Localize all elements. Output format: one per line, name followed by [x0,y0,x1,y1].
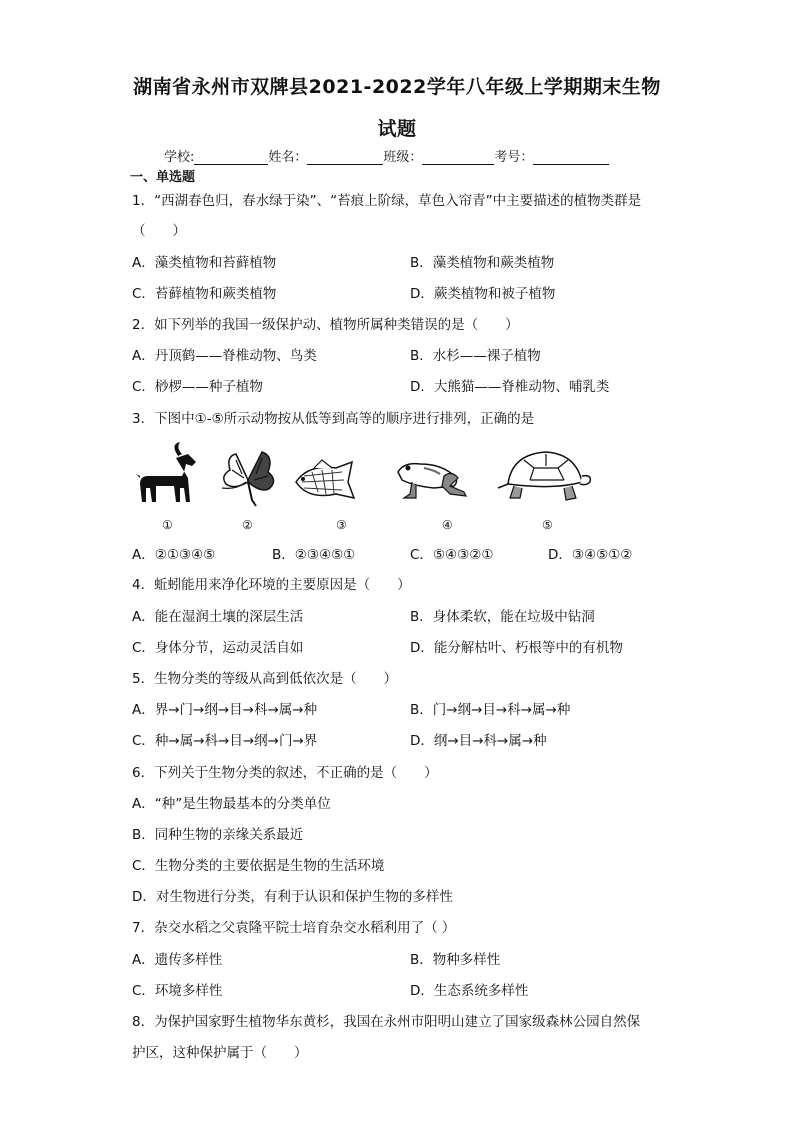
fish-figure [292,458,366,506]
q4-option-c: C．身体分节，运动灵活自如 [132,640,304,656]
q2-option-c: C．桫椤——种子植物 [132,379,263,395]
page-title-line2: 试题 [377,118,417,140]
student-info-line [164,146,609,165]
q1-option-c: C．苔藓植物和蕨类植物 [132,286,277,302]
q3-option-c: C．⑤④③②① [410,547,494,563]
q1-option-a: A．藻类植物和苔藓植物 [132,255,277,271]
q7-option-a: A．遗传多样性 [132,952,223,968]
question-1-text: 1．“西湖春色归，春水绿于染”、“苔痕上阶绿，草色入帘青”中主要描述的植物类群是 [132,193,642,209]
q5-option-d: D．纲→目→科→属→种 [410,733,547,749]
q7-option-d: D．生态系统多样性 [410,983,529,999]
question-5-text: 5．生物分类的等级从高到低依次是（ ） [132,671,398,687]
q3-option-d: D．③④⑤①② [548,547,633,563]
q6-option-a: A．“种”是生物最基本的分类单位 [132,796,331,812]
q2-option-b: B．水杉——裸子植物 [410,348,541,364]
q5-option-b: B．门→纲→目→科→属→种 [410,702,571,718]
page-title-line1: 湖南省永州市双牌县2021-2022学年八年级上学期期末生物 [133,76,661,98]
name-label: 姓名： [268,150,308,165]
q4-option-d: D．能分解枯叶、朽根等中的有机物 [410,640,623,656]
school-label: 学校: [164,150,195,165]
turtle-figure [494,446,594,508]
class-blank [422,150,494,165]
q3-option-a: A．②①③④⑤ [132,547,216,563]
butterfly-figure [216,450,280,508]
goat-figure [134,442,200,512]
figure-label-3: ③ [336,518,347,532]
figure-label-1: ① [162,518,173,532]
q7-option-c: C．环境多样性 [132,983,223,999]
school-blank [194,150,268,165]
number-label: 考号： [494,150,534,165]
question-1-paren: （ ） [132,223,186,239]
q2-option-d: D．大熊猫——脊椎动物、哺乳类 [410,379,610,395]
animal-figures [130,440,600,540]
q3-option-b: B．②③④⑤① [272,547,356,563]
question-2-text: 2．如下列举的我国一级保护动、植物所属种类错误的是（ ） [132,317,519,333]
q4-option-a: A．能在湿润土壤的深层生活 [132,609,304,625]
q5-option-c: C．种→属→科→目→纲→门→界 [132,733,318,749]
q7-option-b: B．物种多样性 [410,952,501,968]
question-3-text: 3．下图中①-⑤所示动物按从低等到高等的顺序进行排列，正确的是 [132,411,535,427]
figure-label-4: ④ [442,518,453,532]
figure-label-5: ⑤ [542,518,553,532]
q6-option-d: D．对生物进行分类，有利于认识和保护生物的多样性 [132,889,453,905]
figure-label-2: ② [242,518,253,532]
q1-option-b: B．藻类植物和蕨类植物 [410,255,555,271]
number-blank [533,150,609,165]
frog-figure [394,456,470,506]
q6-option-b: B．同种生物的亲缘关系最近 [132,827,304,843]
question-8-text: 8．为保护国家野生植物华东黄杉，我国在永州市阳明山建立了国家级森林公园自然保 [132,1014,641,1030]
question-6-text: 6．下列关于生物分类的叙述，不正确的是（ ） [132,765,438,781]
q2-option-a: A．丹顶鹤——脊椎动物、鸟类 [132,348,317,364]
name-blank [307,150,383,165]
question-7-text: 7．杂交水稻之父袁隆平院士培育杂交水稻利用了（ ） [132,920,456,936]
q1-option-d: D．蕨类植物和被子植物 [410,286,556,302]
q5-option-a: A．界→门→纲→目→科→属→种 [132,702,318,718]
question-4-text: 4．蚯蚓能用来净化环境的主要原因是（ ） [132,577,411,593]
q4-option-b: B．身体柔软，能在垃圾中钻洞 [410,609,595,625]
question-8-text-cont: 护区，这种保护属于（ ） [132,1045,308,1061]
class-label: 班级： [383,150,423,165]
q6-option-c: C．生物分类的主要依据是生物的生活环境 [132,858,385,874]
section-heading: 一、单选题 [130,170,196,185]
